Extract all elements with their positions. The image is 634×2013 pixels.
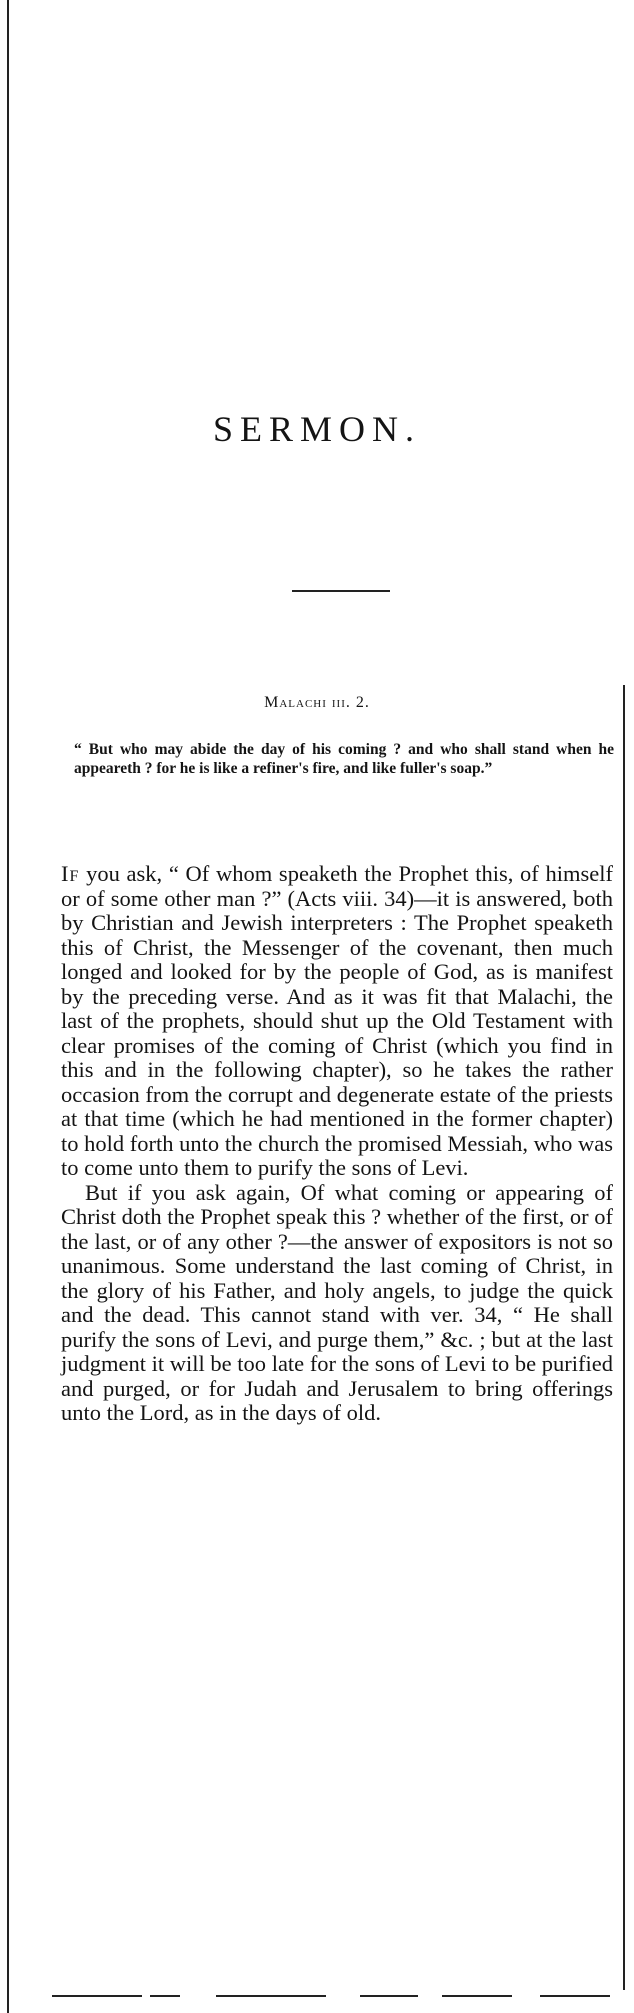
footer-rule-6 [540,1995,610,1997]
paragraph-2: But if you ask again, Of what coming or appearing of Christ doth the Prophet speak this ? whether of the first, or of the last, or of any other ?—the answer of expositors is not so unanimous. Some understand the last coming of Christ, in the glory of his Father, and holy angels, to judge the quick and the dead. This cannot stand with ver. 34, “ He shall purify the sons of Levi, and purge them,” &c. ; but at the last judgment it will be too late for the sons of Levi to be purified and purged, or for Judah and Jerusalem to bring offerings unto the Lord, as in the days of old. [61,1179,613,1425]
scripture-reference: Malachi iii. 2. [264,694,370,711]
drop-word: If [61,861,80,886]
paragraph-1 [61,862,613,1181]
footer-rule-2 [150,1995,180,1997]
page-edge-rule [7,0,9,2013]
footer-rule-5 [442,1995,512,1997]
scripture-quote: “ But who may abide the day of his coming ? and who shall stand when he appeareth ? for he is like a refiner's fire, and like fuller's soap.” [74,741,614,777]
footer-rule-1 [52,1995,142,1997]
paragraph-1-text: you ask, “ Of whom speaketh the Prophet this, of himself or of some other man ?” (Acts viii. 34)—it is answered, both by Christian and Jewish interpreters : The Prophet speaketh this of Christ, the Messenger of the covenant, then much longed and looked for by the people of God, as is manifest by the preceding verse. And as it was fit that Malachi, the last of the prophets, should shut up the Old Testament with clear promises of the coming of Christ (which you find in this and in the following chapter), so he takes the rather occasion from the corrupt and degenerate estate of the priests at that time (which he had mentioned in the former chapter) to hold forth unto the church the promised Messiah, who was to come unto them to purify the sons of Levi. [61,861,613,1180]
title-divider [292,590,390,592]
sermon-body [61,862,613,1426]
text-margin-rule [623,685,625,1990]
page-title: SERMON. [212,409,422,449]
footer-rule-3 [216,1995,326,1997]
footer-rule-4 [360,1995,418,1997]
